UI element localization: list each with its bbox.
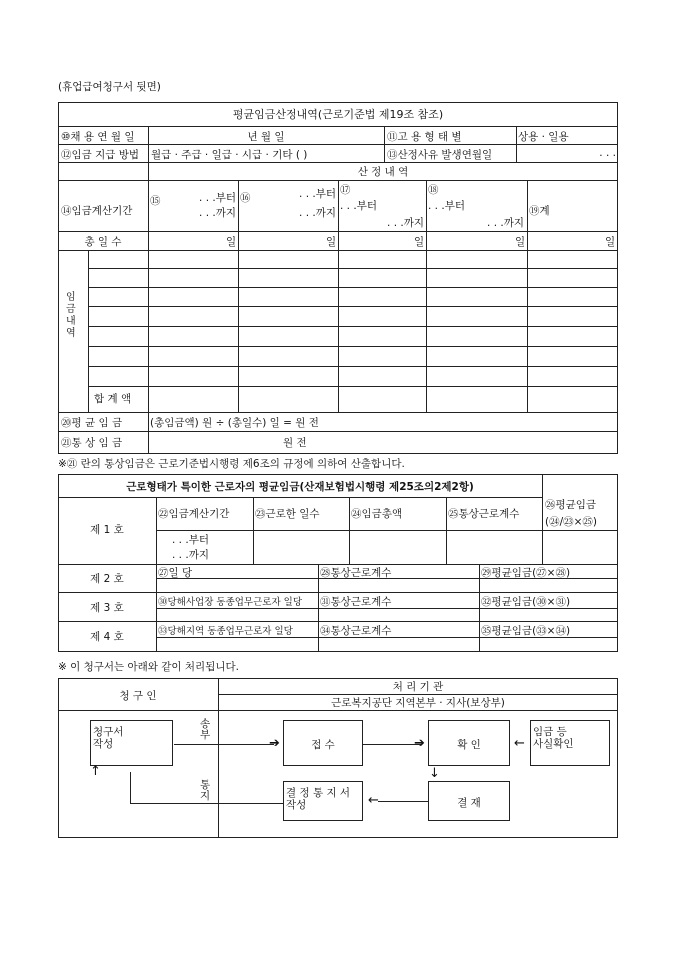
calc-reason-value[interactable]: . . . [599, 147, 616, 159]
row4-coef: ㉞통상근로계수 [320, 625, 392, 637]
calc-reason-label: ⑬산정사유 발생연월일 [387, 149, 493, 161]
wage-method-value[interactable]: 월급 · 주급 · 일급 · 시급 · 기타 ( ) [151, 149, 308, 161]
row4-label: 제 4 호 [90, 631, 124, 643]
col-coef: ㉕통상근로계수 [448, 508, 520, 520]
wage-method-label: ⑫임금 지급 방법 [61, 149, 140, 161]
employment-type-value[interactable]: 상용 · 일용 [518, 131, 569, 143]
arrow-left-icon-2: ← [368, 793, 379, 808]
footnote: ※㉑ 란의 통상임금은 근로기준법시행령 제6조의 규정에 의하여 산출합니다. [58, 458, 405, 470]
row2-label: 제 2 호 [90, 573, 124, 585]
arrow-down-icon: ↓ [429, 766, 440, 781]
period-18-from[interactable]: . . .부터 [428, 200, 465, 212]
arrow-right-icon: ➔ [269, 736, 280, 751]
days-unit-5: 일 [605, 236, 616, 248]
sum-label: 합 계 액 [94, 393, 132, 405]
send-label-2: 부 [200, 729, 211, 741]
period-to[interactable]: . . .까지 [172, 549, 209, 561]
days-unit-1: 일 [226, 236, 237, 248]
employment-type-label: ⑪고 용 형 태 별 [387, 131, 462, 143]
total-label: ⑲계 [529, 205, 550, 217]
decide-box-label: 결 재 [457, 797, 481, 809]
send-label-1: 송 [200, 718, 211, 730]
claimant-label: 청 구 인 [119, 690, 157, 702]
row3-daily: ㉚당해사업장 동종업무근로자 일당 [158, 597, 303, 608]
hire-date-label: ⑩채 용 연 월 일 [61, 131, 135, 143]
process-note: ※ 이 청구서는 아래와 같이 처리됩니다. [58, 661, 239, 673]
period-15-num: ⑮ [150, 195, 161, 207]
calc-period-label: ⑭임금계산기간 [61, 205, 133, 217]
row3-avg: ㉜평균임금(㉚×㉛) [481, 596, 571, 608]
col-period: ㉒임금계산기간 [158, 508, 230, 520]
notify-label-1: 통 [200, 779, 211, 791]
days-unit-4: 일 [515, 236, 526, 248]
period-16-num: ⑯ [240, 192, 251, 204]
agency-label: 처 리 기 관 [392, 681, 444, 693]
row2-daily: ㉗일 당 [158, 567, 193, 579]
col-days: ㉓근로한 일수 [255, 508, 320, 520]
notify-label-2: 지 [200, 790, 211, 802]
days-unit-2: 일 [326, 236, 337, 248]
claim-box-line2: 작성 [93, 738, 114, 750]
days-unit-3: 일 [414, 236, 425, 248]
row4-daily: ㉝당해지역 동종업무근로자 일당 [158, 626, 293, 637]
period-18-to[interactable]: . . .까지 [487, 217, 524, 229]
period-18-num: ⑱ [428, 184, 439, 196]
claim-box-line1: 청구서 [93, 726, 124, 738]
col-avg-label: ㉖평균임금 [545, 499, 597, 511]
period-17-from[interactable]: . . .부터 [340, 200, 377, 212]
notice-box-line2: 작성 [286, 799, 307, 811]
period-17-num: ⑰ [340, 184, 351, 196]
period-15-to[interactable]: . . .까지 [199, 207, 236, 219]
wage-detail-label: 임금내역 [66, 292, 76, 339]
row3-label: 제 3 호 [90, 602, 124, 614]
period-17-to[interactable]: . . .까지 [387, 217, 424, 229]
period-16-to[interactable]: . . .까지 [299, 207, 336, 219]
confirm-box-label: 확 인 [457, 739, 481, 751]
avg-wage-label: ⑳평 균 임 금 [61, 417, 123, 429]
wage-box-line2: 사실확인 [533, 738, 574, 750]
row1-label: 제 1 호 [90, 524, 124, 536]
ordinary-wage-label: ㉑통 상 임 금 [61, 437, 123, 449]
avg-wage-formula[interactable]: (총임금액) 원 ÷ (총일수) 일 = 원 전 [150, 417, 319, 429]
agency-sub: 근로복지공단 지역본부 · 지사(보상부) [331, 697, 505, 709]
wage-box-line1: 임금 등 [533, 726, 567, 738]
page-header: (휴업급여청구서 뒷면) [58, 81, 161, 93]
period-from[interactable]: . . .부터 [172, 534, 209, 546]
col-total: ㉔임금총액 [351, 508, 403, 520]
row4-avg: ㉟평균임금(㉝×㉞) [481, 625, 571, 637]
ordinary-wage-value[interactable]: 원 전 [283, 437, 307, 449]
days-label: 총 일 수 [84, 236, 122, 248]
hire-date-value[interactable]: 년 월 일 [247, 131, 285, 143]
arrow-left-icon: ← [514, 736, 525, 751]
arrow-up-icon: ↑ [90, 764, 101, 779]
arrow-right-icon-2: ➔ [414, 736, 425, 751]
section2-title: 근로형태가 특이한 근로자의 평균임금(산재보험법시행령 제25조의2제2항) [126, 481, 474, 493]
calc-details-label: 산 정 내 역 [357, 166, 409, 178]
section1-title: 평균임금산정내역(근로기준법 제19조 참조) [232, 108, 444, 121]
row3-coef: ㉛통상근로계수 [320, 596, 392, 608]
period-15-from[interactable]: . . .부터 [199, 192, 236, 204]
col-avg-formula: (㉔/㉓×㉕) [545, 516, 598, 528]
row2-avg: ㉙평균임금(㉗×㉘) [481, 567, 571, 579]
notice-box-line1: 결 정 통 지 서 [286, 787, 351, 799]
row2-coef: ㉘통상근로계수 [320, 567, 392, 579]
period-16-from[interactable]: . . .부터 [299, 188, 336, 200]
receive-box-label: 접 수 [311, 739, 335, 751]
